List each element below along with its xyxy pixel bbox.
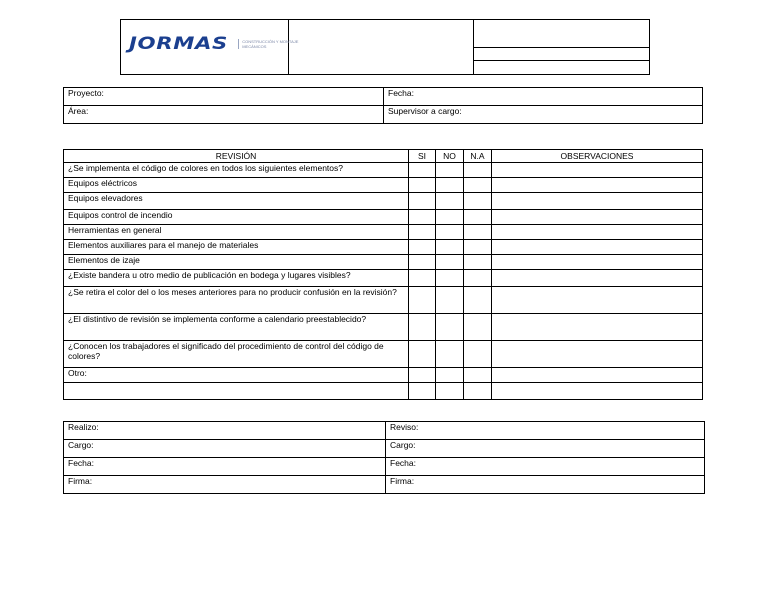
si-cell[interactable] [409, 163, 436, 178]
col-header-si: SI [409, 150, 436, 163]
table-row [64, 163, 703, 178]
revision-item: ¿Se retira el color del o los meses anteriores para no producir confusión en la revisión? [64, 287, 409, 314]
no-cell[interactable] [436, 255, 464, 270]
si-cell[interactable] [409, 255, 436, 270]
header-date-cell [474, 61, 650, 75]
table-row [64, 270, 703, 287]
table-row [64, 383, 703, 400]
table-row [64, 314, 703, 341]
observaciones-cell[interactable] [492, 240, 703, 255]
revision-item: ¿Existe bandera u otro medio de publicación en bodega y lugares visibles? [64, 270, 409, 287]
header-version-cell [474, 48, 650, 61]
table-row [64, 225, 703, 240]
table-row [64, 178, 703, 193]
supervisor-field[interactable]: Supervisor a cargo: [384, 106, 703, 124]
col-header-revision: REVISIÓN [64, 150, 409, 163]
observaciones-cell[interactable] [492, 270, 703, 287]
fecha-right-field[interactable]: Fecha: [386, 458, 705, 476]
logo-tagline: CONSTRUCCIÓN Y MONTAJE MECÁNICOS [238, 39, 302, 49]
project-info-table [63, 87, 703, 124]
na-cell[interactable] [464, 210, 492, 225]
table-row [64, 240, 703, 255]
checklist-header-row [64, 150, 703, 163]
logo-cell [121, 20, 299, 75]
no-cell[interactable] [436, 314, 464, 341]
na-cell[interactable] [464, 255, 492, 270]
col-header-observaciones: OBSERVACIONES [492, 150, 703, 163]
observaciones-cell[interactable] [492, 225, 703, 240]
no-cell[interactable] [436, 368, 464, 383]
company-logo [129, 34, 302, 54]
si-cell[interactable] [409, 225, 436, 240]
signature-table [63, 421, 705, 494]
table-row [64, 368, 703, 383]
revision-item: ¿Conocen los trabajadores el significado del procedimiento de control del código de colores? [64, 341, 409, 368]
na-cell[interactable] [464, 163, 492, 178]
proyecto-field[interactable]: Proyecto: [64, 88, 384, 106]
na-cell[interactable] [464, 341, 492, 368]
si-cell[interactable] [409, 270, 436, 287]
observaciones-cell[interactable] [492, 368, 703, 383]
col-header-no: NO [436, 150, 464, 163]
table-row [64, 341, 703, 368]
revision-checklist-table [63, 149, 703, 400]
si-cell[interactable] [409, 240, 436, 255]
na-cell[interactable] [464, 240, 492, 255]
na-cell[interactable] [464, 383, 492, 400]
na-cell[interactable] [464, 314, 492, 341]
document-header [120, 19, 650, 75]
table-row [64, 287, 703, 314]
observaciones-cell[interactable] [492, 341, 703, 368]
firma-left-field[interactable]: Firma: [64, 476, 386, 494]
no-cell[interactable] [436, 383, 464, 400]
header-code-cell [474, 20, 650, 48]
no-cell[interactable] [436, 225, 464, 240]
table-row [64, 193, 703, 210]
table-row [64, 255, 703, 270]
no-cell[interactable] [436, 270, 464, 287]
revision-item: Equipos control de incendio [64, 210, 409, 225]
si-cell[interactable] [409, 383, 436, 400]
na-cell[interactable] [464, 178, 492, 193]
si-cell[interactable] [409, 287, 436, 314]
observaciones-cell[interactable] [492, 255, 703, 270]
logo-wordmark: JORMAS [129, 34, 228, 54]
si-cell[interactable] [409, 368, 436, 383]
revision-item: Otro: [64, 368, 409, 383]
table-row [64, 210, 703, 225]
na-cell[interactable] [464, 270, 492, 287]
si-cell[interactable] [409, 341, 436, 368]
observaciones-cell[interactable] [492, 314, 703, 341]
na-cell[interactable] [464, 287, 492, 314]
area-field[interactable]: Área: [64, 106, 384, 124]
fecha-left-field[interactable]: Fecha: [64, 458, 386, 476]
observaciones-cell[interactable] [492, 383, 703, 400]
cargo-right-field[interactable]: Cargo: [386, 440, 705, 458]
na-cell[interactable] [464, 193, 492, 210]
si-cell[interactable] [409, 178, 436, 193]
si-cell[interactable] [409, 314, 436, 341]
revision-item: ¿Se implementa el código de colores en todos los siguientes elementos? [64, 163, 409, 178]
observaciones-cell[interactable] [492, 193, 703, 210]
header-title-cell [289, 20, 474, 75]
revision-item: Equipos elevadores [64, 193, 409, 210]
realizo-field[interactable]: Realizo: [64, 422, 386, 440]
no-cell[interactable] [436, 240, 464, 255]
no-cell[interactable] [436, 341, 464, 368]
observaciones-cell[interactable] [492, 163, 703, 178]
no-cell[interactable] [436, 193, 464, 210]
fecha-field[interactable]: Fecha: [384, 88, 703, 106]
na-cell[interactable] [464, 225, 492, 240]
na-cell[interactable] [464, 368, 492, 383]
revision-item: ¿El distintivo de revisión se implementa conforme a calendario preestablecido? [64, 314, 409, 341]
observaciones-cell[interactable] [492, 287, 703, 314]
cargo-left-field[interactable]: Cargo: [64, 440, 386, 458]
observaciones-cell[interactable] [492, 210, 703, 225]
no-cell[interactable] [436, 287, 464, 314]
revision-item [64, 383, 409, 400]
no-cell[interactable] [436, 178, 464, 193]
si-cell[interactable] [409, 210, 436, 225]
col-header-na: N.A [464, 150, 492, 163]
observaciones-cell[interactable] [492, 178, 703, 193]
no-cell[interactable] [436, 163, 464, 178]
revision-item: Elementos de izaje [64, 255, 409, 270]
revision-item: Herramientas en general [64, 225, 409, 240]
revision-item: Equipos eléctricos [64, 178, 409, 193]
firma-right-field[interactable]: Firma: [386, 476, 705, 494]
no-cell[interactable] [436, 210, 464, 225]
si-cell[interactable] [409, 193, 436, 210]
reviso-field[interactable]: Reviso: [386, 422, 705, 440]
revision-item: Elementos auxiliares para el manejo de materiales [64, 240, 409, 255]
